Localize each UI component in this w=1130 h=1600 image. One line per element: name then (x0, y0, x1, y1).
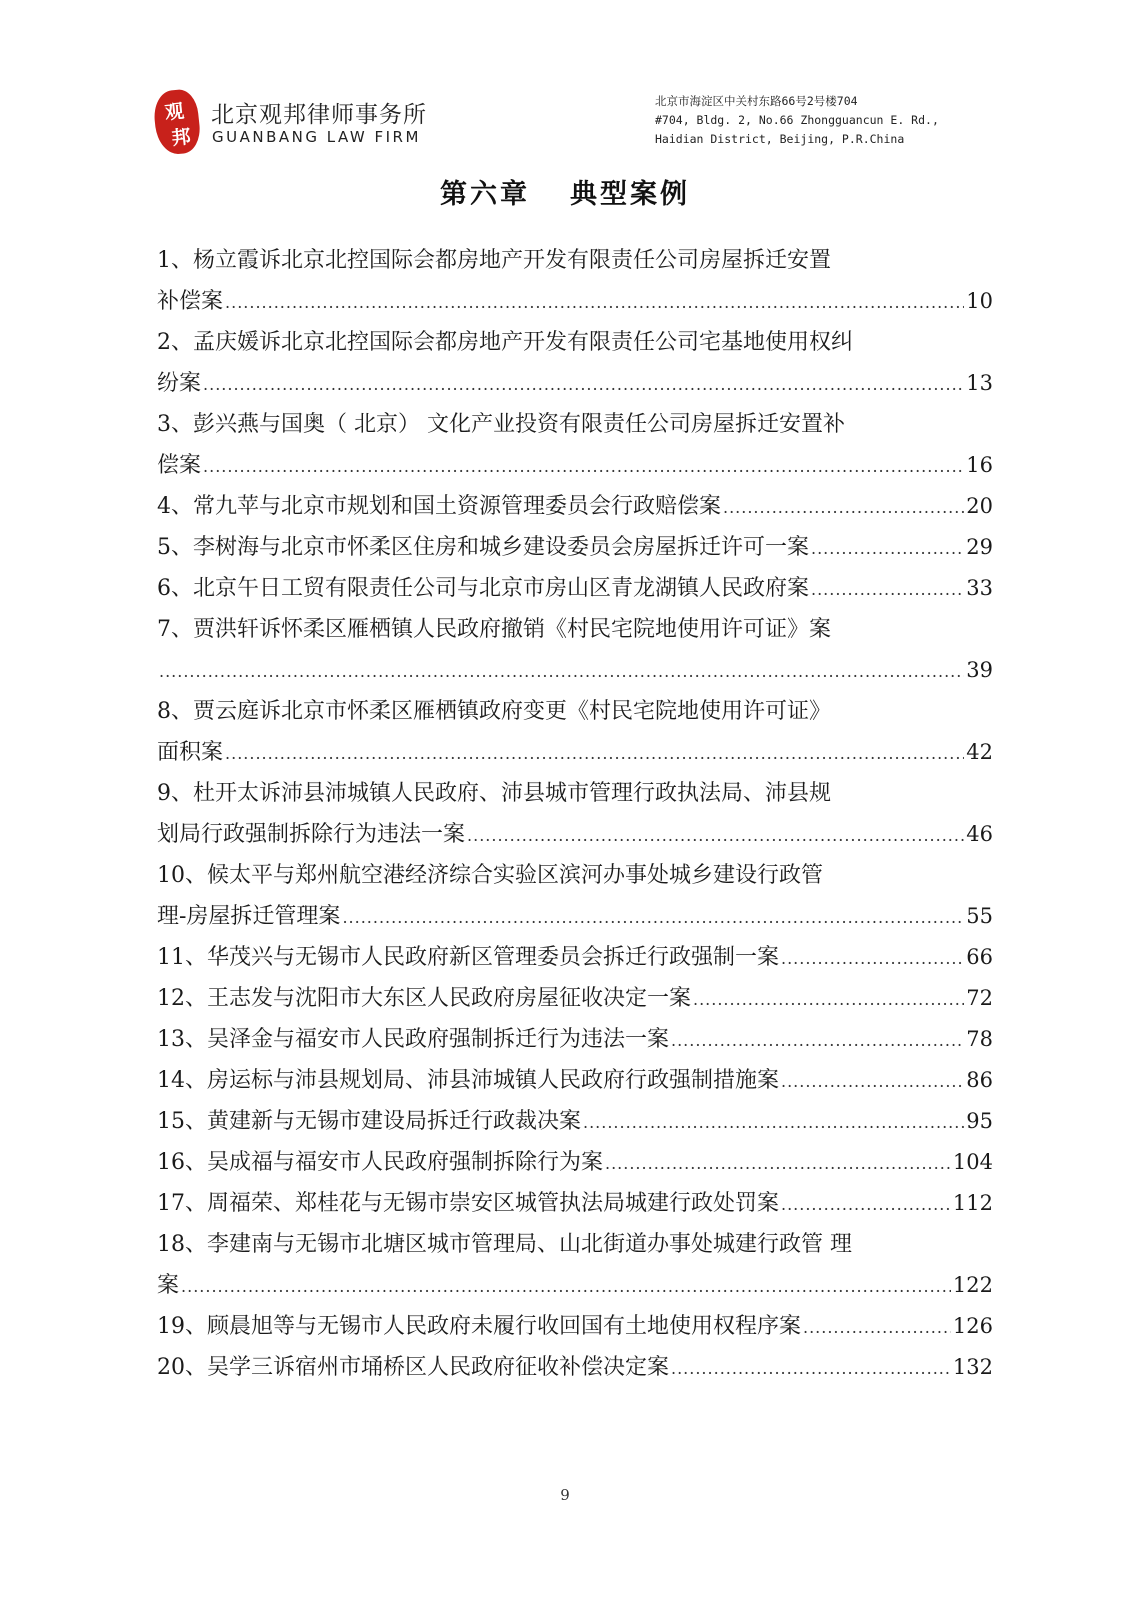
toc-leader-dots (342, 897, 964, 938)
toc-entry[interactable] (157, 240, 993, 322)
toc-entry-row (157, 1306, 993, 1347)
toc-page-number: 46 (966, 822, 993, 846)
toc-leader-dots (671, 1020, 964, 1061)
toc-entry-row (157, 1101, 993, 1142)
toc-entry-row (157, 650, 993, 691)
toc-entry[interactable] (157, 691, 993, 773)
toc-page-number: 29 (966, 535, 993, 559)
toc-entry-row (157, 363, 993, 404)
toc-entry-row (157, 527, 993, 568)
toc-entry[interactable] (157, 1183, 993, 1224)
toc-page-number: 132 (952, 1355, 993, 1379)
toc-entry[interactable] (157, 1101, 993, 1142)
toc-entry-title-end: 13、吴泽金与福安市人民政府强制拆迁行为违法一案 (157, 1027, 669, 1052)
toc-entry[interactable] (157, 322, 993, 404)
toc-leader-dots (803, 1307, 951, 1348)
toc-entry-row (157, 445, 993, 486)
toc-leader-dots (225, 282, 964, 323)
toc-leader-dots (203, 364, 964, 405)
toc-entry-title-end: 14、房运标与沛县规划局、沛县沛城镇人民政府行政强制措施案 (157, 1068, 779, 1093)
toc-entry-title-end: 6、北京午日工贸有限责任公司与北京市房山区青龙湖镇人民政府案 (157, 576, 809, 601)
toc-leader-dots (811, 528, 964, 569)
chapter-number: 第六章 (440, 179, 530, 210)
toc-leader-dots (671, 1348, 951, 1389)
chapter-heading: 典型案例 (570, 179, 690, 210)
page-number: 9 (560, 1486, 570, 1504)
toc-entry-title-end: 20、吴学三诉宿州市埇桥区人民政府征收补偿决定案 (157, 1355, 669, 1380)
firm-name-cn: 北京观邦律师事务所 (211, 102, 427, 128)
toc-page-number: 104 (952, 1150, 993, 1174)
toc-entry-row (157, 978, 993, 1019)
toc-entry-title-end: 纷案 (157, 371, 202, 396)
toc-page-number: 78 (966, 1027, 993, 1051)
toc-entry-title-end: 面积案 (157, 740, 224, 765)
toc-leader-dots (159, 651, 964, 692)
toc-page-number: 20 (966, 494, 993, 518)
toc-entry-row (157, 1142, 993, 1183)
toc-entry[interactable] (157, 937, 993, 978)
firm-name-en: GUANBANG LAW FIRM (212, 128, 421, 146)
toc-entry-row (157, 1060, 993, 1101)
toc-page-number: 16 (966, 453, 993, 477)
toc-entry[interactable] (157, 404, 993, 486)
toc-entry[interactable] (157, 568, 993, 609)
toc-entry[interactable] (157, 486, 993, 527)
toc-page-number: 42 (966, 740, 993, 764)
toc-entry[interactable] (157, 1224, 993, 1306)
toc-entry-title-end: 4、常九苹与北京市规划和国土资源管理委员会行政赔偿案 (157, 494, 721, 519)
toc-entry[interactable] (157, 1306, 993, 1347)
toc-entry-title-end: 划局行政强制拆除行为违法一案 (157, 822, 466, 847)
toc-entry-title: 7、贾洪轩诉怀柔区雁栖镇人民政府撤销《村民宅院地使用许可证》案 (157, 617, 831, 642)
toc-page-number: 39 (966, 658, 993, 682)
toc-entry[interactable] (157, 1019, 993, 1060)
toc-entry-title-end: 16、吴成福与福安市人民政府强制拆除行为案 (157, 1150, 603, 1175)
address-line-3: Haidian District, Beijing, P.R.China (655, 132, 905, 146)
toc-entry-title-end: 偿案 (157, 453, 202, 478)
table-of-contents (157, 240, 993, 1388)
toc-page-number: 66 (966, 945, 993, 969)
toc-entry[interactable] (157, 978, 993, 1019)
toc-page-number: 112 (952, 1191, 993, 1215)
toc-entry[interactable] (157, 609, 993, 691)
firm-seal-logo (152, 88, 202, 156)
toc-leader-dots (467, 815, 964, 856)
toc-entry-title-end: 案 (157, 1273, 180, 1298)
toc-entry-title: 18、李建南与无锡市北塘区城市管理局、山北街道办事处城建行政管 理 (157, 1232, 852, 1257)
toc-entry[interactable] (157, 855, 993, 937)
seal-char-2: 邦 (170, 125, 192, 150)
toc-leader-dots (181, 1266, 951, 1307)
firm-address (655, 92, 975, 149)
chapter-title (0, 172, 1130, 211)
toc-entry-row (157, 1019, 993, 1060)
toc-leader-dots (693, 979, 964, 1020)
toc-entry-row (157, 1265, 993, 1306)
toc-page-number: 72 (966, 986, 993, 1010)
toc-leader-dots (781, 938, 964, 979)
toc-entry[interactable] (157, 1142, 993, 1183)
toc-entry-title: 9、杜开太诉沛县沛城镇人民政府、沛县城市管理行政执法局、沛县规 (157, 781, 831, 806)
toc-entry[interactable] (157, 773, 993, 855)
toc-leader-dots (781, 1061, 964, 1102)
toc-entry-title-end: 12、王志发与沈阳市大东区人民政府房屋征收决定一案 (157, 986, 691, 1011)
toc-leader-dots (225, 733, 964, 774)
toc-entry[interactable] (157, 1347, 993, 1388)
seal-char-1: 观 (163, 100, 186, 125)
toc-entry[interactable] (157, 1060, 993, 1101)
toc-entry-title-end: 17、周福荣、郑桂花与无锡市崇安区城管执法局城建行政处罚案 (157, 1191, 779, 1216)
toc-leader-dots (605, 1143, 951, 1184)
toc-page-number: 126 (952, 1314, 993, 1338)
toc-leader-dots (723, 487, 964, 528)
toc-entry-row (157, 814, 993, 855)
toc-entry-title: 8、贾云庭诉北京市怀柔区雁栖镇政府变更《村民宅院地使用许可证》 (157, 699, 831, 724)
toc-entry-row (157, 732, 993, 773)
toc-entry-title-end: 11、华茂兴与无锡市人民政府新区管理委员会拆迁行政强制一案 (157, 945, 779, 970)
toc-page-number: 10 (966, 289, 993, 313)
toc-leader-dots (203, 446, 964, 487)
toc-entry-title: 1、杨立霞诉北京北控国际会都房地产开发有限责任公司房屋拆迁安置 (157, 248, 831, 273)
toc-page-number: 13 (966, 371, 993, 395)
toc-entry-row (157, 937, 993, 978)
toc-entry-title: 2、孟庆媛诉北京北控国际会都房地产开发有限责任公司宅基地使用权纠 (157, 330, 853, 355)
letterhead (155, 88, 975, 158)
toc-entry-row (157, 568, 993, 609)
toc-leader-dots (811, 569, 964, 610)
toc-entry-row (157, 1183, 993, 1224)
address-line-2: #704, Bldg. 2, No.66 Zhongguancun E. Rd., (655, 113, 939, 127)
toc-entry[interactable] (157, 527, 993, 568)
toc-page-number: 55 (966, 904, 993, 928)
toc-entry-title-end: 补偿案 (157, 289, 224, 314)
toc-page-number: 86 (966, 1068, 993, 1092)
toc-page-number: 95 (966, 1109, 993, 1133)
toc-entry-row (157, 1347, 993, 1388)
toc-page-number: 33 (966, 576, 993, 600)
address-line-1: 北京市海淀区中关村东路66号2号楼704 (655, 94, 858, 108)
toc-entry-title: 10、候太平与郑州航空港经济综合实验区滨河办事处城乡建设行政管 (157, 863, 823, 888)
toc-entry-title-end: 理-房屋拆迁管理案 (157, 904, 341, 929)
toc-entry-title: 3、彭兴燕与国奥（ 北京） 文化产业投资有限责任公司房屋拆迁安置补 (157, 412, 845, 437)
toc-entry-title-end: 5、李树海与北京市怀柔区住房和城乡建设委员会房屋拆迁许可一案 (157, 535, 809, 560)
toc-entry-title-end: 19、顾晨旭等与无锡市人民政府未履行收回国有土地使用权程序案 (157, 1314, 801, 1339)
toc-entry-title-end: 15、黄建新与无锡市建设局拆迁行政裁决案 (157, 1109, 581, 1134)
toc-entry-row (157, 281, 993, 322)
toc-page-number: 122 (952, 1273, 993, 1297)
toc-entry-row (157, 896, 993, 937)
toc-entry-row (157, 486, 993, 527)
toc-leader-dots (583, 1102, 964, 1143)
toc-leader-dots (781, 1184, 951, 1225)
